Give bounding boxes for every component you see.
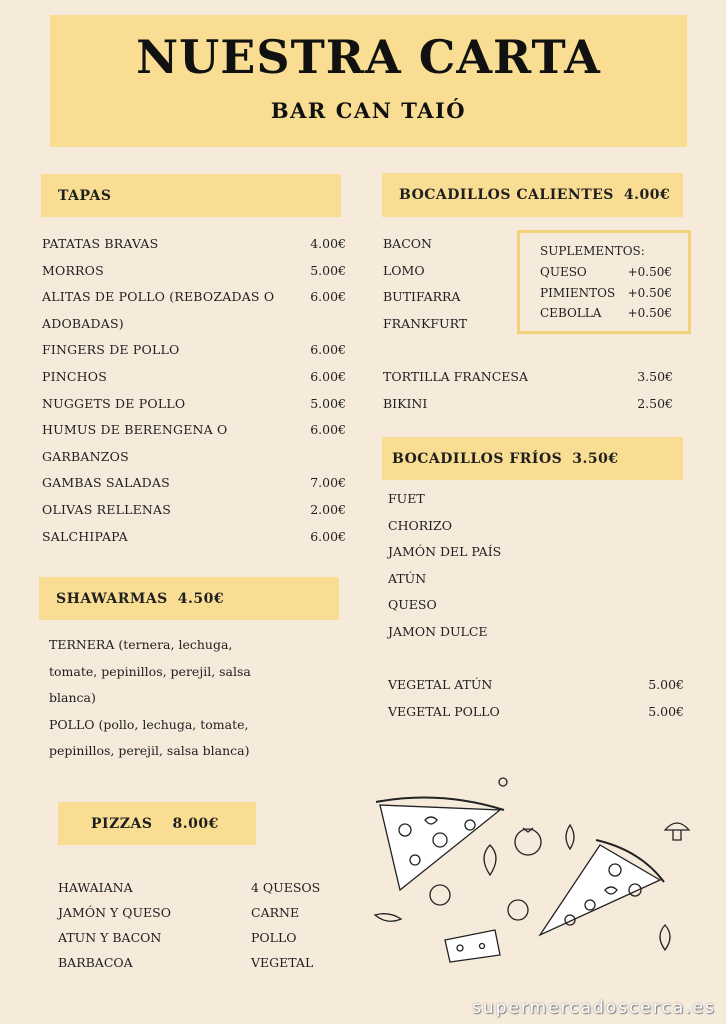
list-item: HUMUS DE BERENGENA O GARBANZOS 6.00€ <box>42 422 346 464</box>
suplementos-title: SUPLEMENTOS: <box>540 244 645 258</box>
list-item: JAMÓN DEL PAÍS <box>388 544 502 560</box>
frios-extras <box>388 672 684 725</box>
section-header-frios <box>382 437 683 480</box>
list-item: POLLO <box>251 930 297 945</box>
section-price: 4.50€ <box>177 590 225 607</box>
list-item: LOMO <box>383 262 425 278</box>
list-item: BIKINI 2.50€ <box>383 395 673 411</box>
list-item: TORTILLA FRANCESA 3.50€ <box>383 369 673 384</box>
section-title: TAPAS <box>58 187 112 204</box>
list-item: QUESO <box>388 597 437 613</box>
bar-name: BAR CAN TAIÓ <box>270 98 467 123</box>
text-line: TERNERA (ternera, lechuga, <box>49 637 233 652</box>
suplementos-list <box>540 262 672 324</box>
list-item: FRANKFURT <box>383 315 468 331</box>
list-item: JAMON DULCE <box>388 623 488 639</box>
list-item: NUGGETS DE POLLO 5.00€ <box>42 395 346 411</box>
text-line: tomate, pepinillos, perejil, salsa <box>49 663 251 679</box>
list-item: QUESO +0.50€ <box>540 265 672 279</box>
page-title: NUESTRA CARTA <box>136 30 601 84</box>
list-item: ATÚN <box>388 570 427 586</box>
text-line: blanca) <box>49 690 96 706</box>
section-price: 8.00€ <box>172 815 219 832</box>
list-item: PINCHOS 6.00€ <box>42 368 346 384</box>
list-item: VEGETAL ATÚN 5.00€ <box>388 677 684 692</box>
section-price: 4.00€ <box>623 187 671 203</box>
pizza-illustration-icon <box>360 770 700 980</box>
pizzas-column-1 <box>58 875 228 975</box>
list-item: BARBACOA <box>58 955 133 970</box>
section-title: PIZZAS <box>91 815 153 832</box>
list-item: CHORIZO <box>388 517 452 533</box>
text-line: POLLO (pollo, lechuga, tomate, <box>49 716 249 732</box>
frios-list <box>388 486 588 646</box>
section-price: 3.50€ <box>572 450 619 467</box>
tapas-list <box>42 231 346 550</box>
list-item: OLIVAS RELLENAS 2.00€ <box>42 501 346 517</box>
section-title: BOCADILLOS CALIENTES <box>399 187 614 203</box>
shawarmas-description <box>49 632 289 765</box>
section-title: SHAWARMAS <box>56 590 168 607</box>
list-item: 4 QUESOS <box>251 880 321 895</box>
section-title: BOCADILLOS FRÍOS <box>392 450 563 467</box>
section-header-shawarmas <box>39 577 339 620</box>
list-item: CARNE <box>251 905 300 920</box>
pizzas-column-2 <box>251 875 371 975</box>
list-item: PATATAS BRAVAS 4.00€ <box>42 236 346 251</box>
list-item: GAMBAS SALADAS 7.00€ <box>42 475 346 491</box>
section-header-tapas <box>41 174 341 217</box>
list-item: BACON <box>383 236 432 251</box>
list-item: BUTIFARRA <box>383 289 461 305</box>
list-item: JAMÓN Y QUESO <box>58 905 171 920</box>
list-item: MORROS 5.00€ <box>42 262 346 278</box>
section-header-pizzas <box>58 802 256 845</box>
text-line: pepinillos, perejil, salsa blanca) <box>49 743 250 759</box>
list-item: FINGERS DE POLLO 6.00€ <box>42 342 346 358</box>
list-item: VEGETAL <box>251 955 314 970</box>
list-item: CEBOLLA +0.50€ <box>540 306 672 320</box>
watermark: supermercadoscerca.es <box>472 998 716 1018</box>
list-item: ALITAS DE POLLO (REBOZADAS O ADOBADAS) 6.00€ <box>42 289 346 331</box>
list-item: ATUN Y BACON <box>58 930 162 945</box>
list-item: PIMIENTOS +0.50€ <box>540 285 672 300</box>
list-item: HAWAIANA <box>58 880 133 895</box>
list-item: SALCHIPAPA 6.00€ <box>42 528 346 544</box>
calientes-list <box>383 231 523 337</box>
section-header-calientes <box>382 173 683 217</box>
calientes-extras <box>383 364 673 417</box>
list-item: FUET <box>388 491 425 506</box>
list-item: VEGETAL POLLO 5.00€ <box>388 703 684 719</box>
